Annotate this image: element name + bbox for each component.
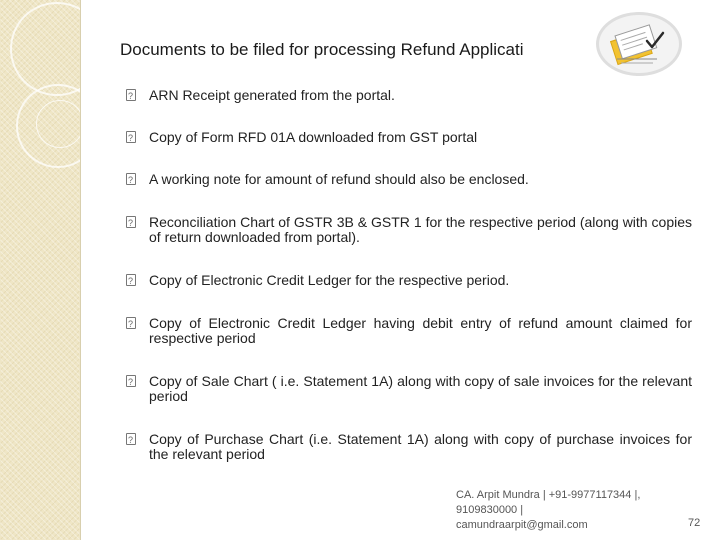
list-item-text: A working note for amount of refund should also be enclosed. [149, 171, 529, 187]
sidebar-divider [80, 0, 81, 540]
presenter-contact [456, 488, 666, 533]
checkbox-glyph-icon [126, 274, 136, 286]
contact-line: 9109830000 | [456, 504, 524, 516]
list-item-text: Copy of Sale Chart ( i.e. Statement 1A) along with copy of sale invoices for the relevant period [149, 373, 692, 404]
checkbox-glyph-icon [126, 375, 136, 387]
checkbox-glyph-icon [126, 433, 136, 445]
list-item-text: ARN Receipt generated from the portal. [149, 87, 395, 103]
document-checkmark-icon [596, 12, 682, 76]
contact-line: CA. Arpit Mundra | +91-9977117344 |, [456, 489, 641, 501]
checkbox-glyph-icon [126, 131, 136, 143]
checkbox-glyph-icon [126, 317, 136, 329]
list-item-text: Copy of Electronic Credit Ledger having debit entry of refund amount claimed for respective period [149, 315, 692, 346]
list-item-text: Reconciliation Chart of GSTR 3B & GSTR 1 for the respective period (along with copies of return downloaded from portal). [149, 214, 692, 245]
decorative-ring [10, 2, 80, 96]
checkbox-glyph-icon [126, 173, 136, 185]
list-item-text: Copy of Purchase Chart (i.e. Statement 1A) along with copy of purchase invoices for the relevant period [149, 431, 692, 462]
decorative-sidebar [0, 0, 80, 540]
checkbox-glyph-icon [126, 89, 136, 101]
contact-email: camundraarpit@gmail.com [456, 519, 588, 531]
checkbox-glyph-icon [126, 216, 136, 228]
slide-title: Documents to be filed for processing Refund Applicati [120, 40, 524, 59]
decorative-ring [36, 100, 80, 148]
page-number: 72 [688, 517, 701, 529]
list-item-text: Copy of Electronic Credit Ledger for the respective period. [149, 272, 510, 288]
list-item-text: Copy of Form RFD 01A downloaded from GST portal [149, 129, 478, 145]
